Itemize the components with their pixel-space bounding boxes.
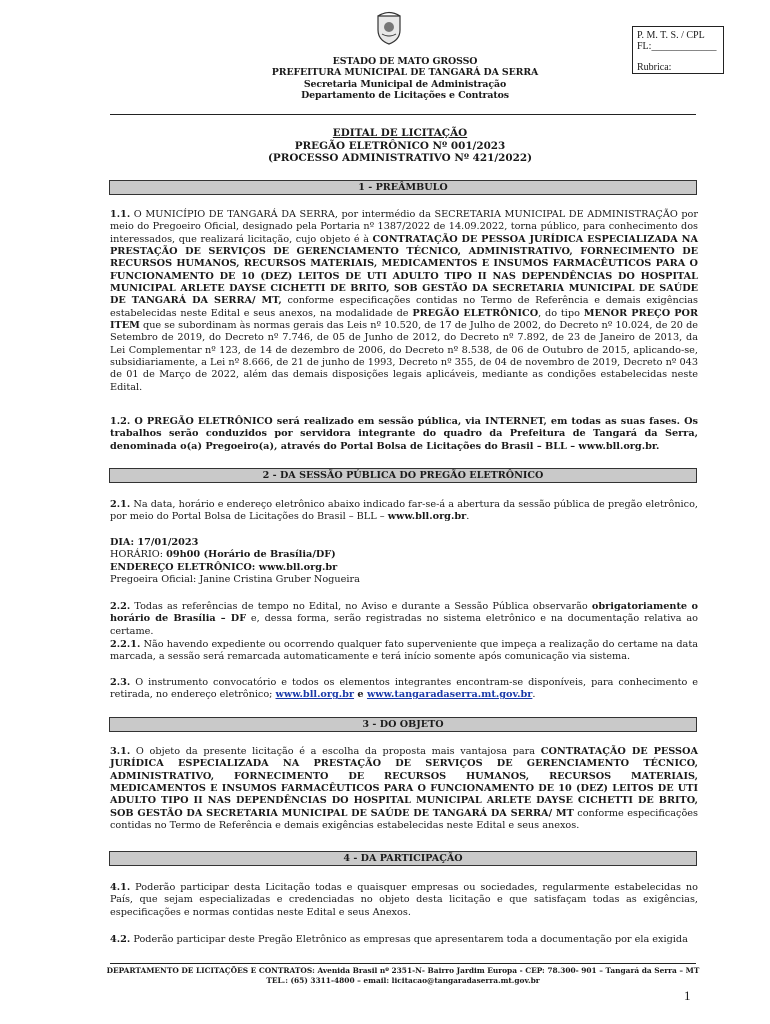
document-title [200, 127, 600, 165]
paragraph-3-1 [110, 746, 698, 832]
session-details [110, 537, 698, 586]
text-span: Poderão participar deste Pregão Eletrônico as empresas que apresentarem toda a documentação por ela exigida [130, 934, 688, 945]
link-bll[interactable]: www.bll.org.br [275, 689, 355, 701]
link-tangaradaserra[interactable]: www.tangaradaserra.mt.gov.br [366, 689, 533, 701]
text-span: que se subordinam às normas gerais das Leis nº 10.520, de 17 de Julho de 2002, do Decreto nº 10.024, de 20 de Setembro de 2019, do Decreto nº 7.746, de 05 de Junho de 2012, do Decreto nº 7.892, de 23 de Janeiro de 2013, da Lei Complementar nº 123, de 14 de dezembro de 2006, do Decreto nº 8.538, de 06 de Outubro de 2015, aplicando-se, subsidiariamente, a Lei nº 8.666, de 21 de junho de 1993, Decreto nº 355, de 04 de novembro de 2019, Decreto nº 043 de 01 de Março de 2022, além das demais disposições legais aplicáveis, mediante as condições estabelecidas neste Edital. [110, 320, 698, 393]
text-bold: MENOR PREÇO POR ITEM [110, 307, 698, 332]
paragraph-2-2 [110, 601, 698, 638]
paragraph-2-1 [110, 499, 698, 524]
paragraph-number: 2.3. [110, 677, 131, 688]
paragraph-number: 2.2. [110, 601, 131, 612]
stamp-line-1: P. M. T. S. / CPL [637, 30, 705, 41]
text-span: conforme especificações contidas no Termo de Referência e demais exigências estabelecidas neste Edital e seus anexos, na modalidade de [110, 295, 698, 319]
section-heading-sessao-publica: 2 - DA SESSÃO PÚBLICA DO PREGÃO ELETRÔNICO [109, 468, 697, 483]
session-address: ENDEREÇO ELETRÔNICO: www.bll.org.br [110, 561, 338, 573]
text-span: O MUNICÍPIO DE TANGARÁ DA SERRA, por intermédio da SECRETARIA MUNICIPAL DE ADMINISTRAÇÃO por meio do Pregoeiro Oficial, designado pela Portaria nº 1387/2022 de 14.09.2022, torna público, para conhecimento dos interessados, que realizará licitação, cujo objeto é à [110, 209, 698, 245]
paragraph-number: 1.1. [110, 209, 131, 220]
letterhead-state: ESTADO DE MATO GROSSO [332, 56, 478, 67]
letterhead-secretariat: Secretaria Municipal de Administração [303, 78, 507, 90]
paragraph-number: 4.2. [110, 934, 131, 945]
paragraph-number: 3.1. [110, 746, 131, 757]
paragraph-4-2 [110, 934, 698, 946]
text-span: Na data, horário e endereço eletrônico abaixo indicado far-se-á a abertura da sessão pública de pregão eletrônico, por meio do Portal Bolsa de Licitações do Brasil – BLL – [110, 499, 698, 523]
text-span: Poderão participar desta Licitação todas e quaisquer empresas ou sociedades, regularmente estabelecidas no País, que sejam especializadas e credenciadas no objeto desta licitação e que satisfaçam todas as exigências, especificações e normas contidas neste Edital e seus Anexos. [110, 882, 698, 918]
municipal-crest-logo [374, 10, 404, 46]
letterhead-department: Departamento de Licitações e Contratos [301, 90, 509, 102]
section-heading-participacao: 4 - DA PARTICIPAÇÃO [109, 851, 697, 866]
text-span: . [532, 689, 536, 701]
section-heading-objeto: 3 - DO OBJETO [109, 717, 697, 732]
footer-divider [110, 963, 696, 964]
paragraph-2-3 [110, 677, 698, 702]
paragraph-4-1 [110, 882, 698, 919]
session-date: DIA: 17/01/2023 [110, 537, 199, 548]
stamp-line-3: Rubrica: [637, 62, 672, 73]
paragraph-number: 2.2.1. [110, 639, 141, 650]
protocol-stamp-box [632, 26, 724, 74]
page-number: 1 [684, 988, 691, 1003]
text-span: e, dessa forma, serão registradas no sistema eletrônico e na documentação relativa ao certame. [110, 613, 698, 637]
session-pregoeira: Pregoeira Oficial: Janine Cristina Gruber Nogueira [110, 574, 360, 586]
session-time-label: HORÁRIO: [110, 549, 167, 561]
letterhead [220, 56, 590, 102]
footer-contact: TEL.: (65) 3311-4800 – email: licitacao@tangaradaserra.mt.gov.br [266, 975, 540, 985]
paragraph-1-2: 1.2. O PREGÃO ELETRÔNICO será realizado em sessão pública, via INTERNET, em todas as suas fases. Os trabalhos serão conduzidos por servidora integrante do quadro da Prefeitura de Tangará da Serra, denominada o(a) Pregoeiro(a), através do Portal Bolsa de Licitações do Brasil – BLL – www.bll.org.br. [110, 416, 698, 452]
text-span: O objeto da presente licitação é a escolha da proposta mais vantajosa para [130, 746, 541, 757]
text-bold: CONTRATAÇÃO DE PESSOA JURÍDICA ESPECIALIZADA NA PRESTAÇÃO DE SERVIÇOS DE GERENCIAMENTO TÉCNICO, ADMINISTRATIVO, FORNECIMENTO DE RECURSOS HUMANOS, RECURSOS MATERIAIS, MEDICAMENTOS E INSUMOS FARMACÊUTICOS PARA O FUNCIONAMENTO DE 10 (DEZ) LEITOS DE UTI ADULTO TIPO II NAS DEPENDÊNCIAS DO HOSPITAL MUNICIPAL ARLETE DAYSE CICHETTI DE BRITO, SOB GESTÃO DA SECRETARIA MUNICIPAL DE SAÚDE DE TANGARÁ DA SERRA/ MT [110, 746, 699, 819]
title-edital: EDITAL DE LICITAÇÃO [332, 127, 468, 139]
text-bold: CONTRATAÇÃO DE PESSOA JURÍDICA ESPECIALIZADA NA PRESTAÇÃO DE SERVIÇOS DE GERENCIAMENTO TÉCNICO, ADMINISTRATIVO, FORNECIMENTO DE RECURSOS HUMANOS, RECURSOS MATERIAIS, MEDICAMENTOS E INSUMOS FARMACÊUTICOS PARA O FUNCIONAMENTO DE 10 (DEZ) LEITOS DE UTI ADULTO TIPO II NAS DEPENDÊNCIAS DO HOSPITAL MUNICIPAL ARLETE DAYSE CICHETTI DE BRITO, SOB GESTÃO DA SECRETARIA MUNICIPAL DE SAÚDE DE TANGARÁ DA SERRA/ MT, [110, 233, 698, 307]
page-footer [100, 966, 706, 985]
text-span: O instrumento convocatório e todos os elementos integrantes encontram-se disponíveis, para conhecimento e retirada, no endereço eletrônico; [110, 677, 698, 701]
section-heading-preambulo: 1 - PREÂMBULO [109, 180, 697, 195]
footer-address: DEPARTAMENTO DE LICITAÇÕES E CONTRATOS: Avenida Brasil nº 2351-N- Bairro Jardim Europa - CEP: 78.300- 901 – Tangará da Serra – MT [106, 966, 700, 975]
letterhead-prefecture: PREFEITURA MUNICIPAL DE TANGARÁ DA SERRA [271, 67, 539, 79]
text-span: Todas as referências de tempo no Edital, no Aviso e durante a Sessão Pública observarão [130, 601, 592, 612]
paragraph-number: 2.1. [110, 499, 131, 510]
text-span: Não havendo expediente ou ocorrendo qualquer fato superveniente que impeça a realização do certame na data marcada, a sessão será remarcada automaticamente e terá início somente após comunicação via sistema. [110, 639, 698, 663]
header-divider [110, 114, 696, 115]
text-span: , do tipo [538, 307, 584, 319]
title-pregao: PREGÃO ELETRÔNICO Nº 001/2023 [294, 139, 506, 152]
stamp-line-2: FL:_____________ [637, 41, 717, 52]
title-processo: (PROCESSO ADMINISTRATIVO Nº 421/2022) [268, 152, 532, 165]
text-bold: www.bll.org.br [387, 511, 467, 523]
paragraph-1-1 [110, 209, 698, 394]
paragraph-2-2-1 [110, 639, 698, 664]
text-bold: PREGÃO ELETRÔNICO [412, 307, 539, 319]
text-bold: obrigatoriamente o horário de Brasília – DF [110, 601, 698, 625]
text-span: conforme especificações contidas no Termo de Referência e demais exigências estabelecidas neste Edital e seus anexos. [110, 807, 698, 832]
text-bold: e [354, 689, 367, 701]
paragraph-number: 4.1. [110, 882, 131, 893]
session-time-value: 09h00 (Horário de Brasília/DF) [166, 549, 336, 561]
text-span: . [466, 511, 470, 523]
